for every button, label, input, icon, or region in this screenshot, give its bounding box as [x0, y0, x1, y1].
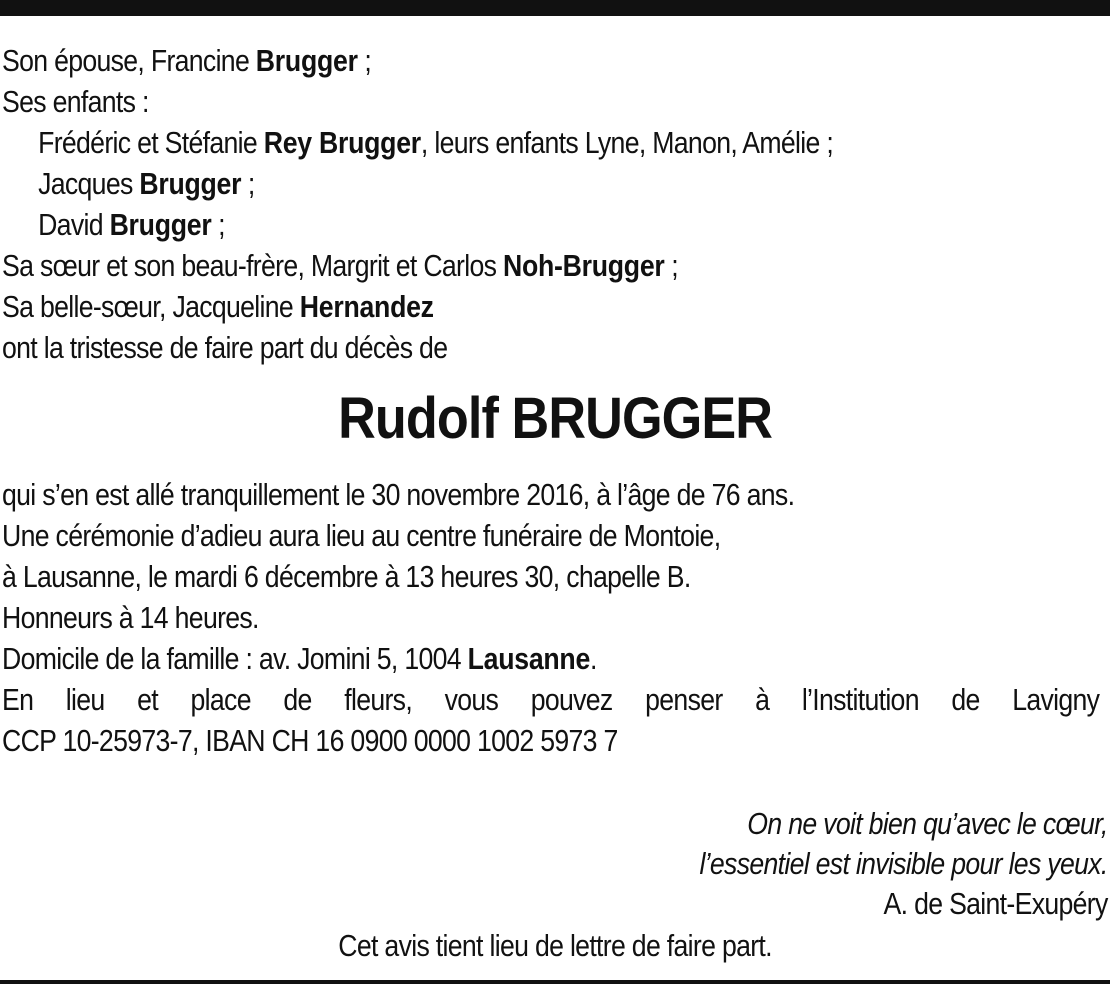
donation-line [2, 679, 1099, 720]
spouse-surname: Brugger [255, 43, 358, 78]
ceremony-line: Une cérémonie d’adieu aura lieu au centre funéraire de Montoie, [2, 518, 721, 553]
child-line-3 [2, 204, 1103, 245]
child-3-punct: ; [211, 207, 225, 242]
sister-in-law-line [2, 286, 1103, 327]
donation-word: vous [444, 682, 499, 717]
spouse-line [2, 40, 1103, 81]
ceremony-time-line: à Lausanne, le mardi 6 décembre à 13 heures 30, chapelle B. [2, 559, 691, 594]
donation-word: En [2, 682, 34, 717]
closing-note-text: Cet avis tient lieu de lettre de faire part. [338, 928, 772, 963]
donation-word: Lavigny [1012, 682, 1100, 717]
bottom-rule [0, 980, 1110, 984]
child-3-surname: Brugger [109, 207, 212, 242]
family-announcement [2, 40, 1103, 368]
donation-word: place [190, 682, 251, 717]
spouse-text: Son épouse, Francine [2, 43, 256, 78]
quote-author: A. de Saint-Exupéry [883, 886, 1108, 921]
address-text: Domicile de la famille : av. Jomini 5, 1004 [2, 641, 468, 676]
children-heading: Ses enfants : [2, 84, 149, 119]
child-1-suffix: , leurs enfants Lyne, Manon, Amélie ; [420, 125, 834, 160]
address-punct: . [590, 641, 597, 676]
quote-block [700, 804, 1108, 924]
deceased-name-heading [0, 384, 1110, 454]
child-2-punct: ; [241, 166, 255, 201]
donation-word: et [137, 682, 158, 717]
sister-in-law-text: Sa belle-sœur, Jacqueline [2, 289, 300, 324]
passing-line: qui s’en est allé tranquillement le 30 novembre 2016, à l’âge de 76 ans. [2, 477, 795, 512]
child-1-text: Frédéric et Stéfanie [38, 125, 264, 160]
bank-details-line: CCP 10-25973-7, IBAN CH 16 0900 0000 1002 5973 7 [2, 723, 618, 758]
donation-word: pouvez [530, 682, 613, 717]
ceremony-details [2, 474, 1103, 761]
top-rule [0, 0, 1110, 16]
donation-word: de [283, 682, 312, 717]
child-2-text: Jacques [38, 166, 140, 201]
child-1-surname: Rey Brugger [263, 125, 421, 160]
child-line-1 [2, 122, 1103, 163]
donation-word: de [951, 682, 980, 717]
child-3-text: David [38, 207, 110, 242]
closing-note [0, 926, 1110, 966]
spouse-punct: ; [357, 43, 372, 78]
deceased-name: Rudolf BRUGGER [338, 386, 772, 451]
donation-word: fleurs, [344, 682, 413, 717]
sibling-text: Sa sœur et son beau-frère, Margrit et Carlos [2, 248, 503, 283]
child-2-surname: Brugger [139, 166, 242, 201]
address-city: Lausanne [467, 641, 591, 676]
donation-word: l’Institution [801, 682, 919, 717]
family-address-line [2, 638, 1103, 679]
donation-word: à [755, 682, 770, 717]
quote-line-1: On ne voit bien qu’avec le cœur, [747, 806, 1108, 841]
sibling-line [2, 245, 1103, 286]
sibling-punct: ; [664, 248, 678, 283]
sibling-surname: Noh-Brugger [502, 248, 665, 283]
donation-word: penser [645, 682, 723, 717]
quote-line-2: l’essentiel est invisible pour les yeux. [699, 846, 1108, 881]
sister-in-law-surname: Hernandez [299, 289, 434, 324]
donation-word: lieu [65, 682, 105, 717]
honours-line: Honneurs à 14 heures. [2, 600, 259, 635]
child-line-2 [2, 163, 1103, 204]
announcement-line: ont la tristesse de faire part du décès de [2, 330, 448, 365]
